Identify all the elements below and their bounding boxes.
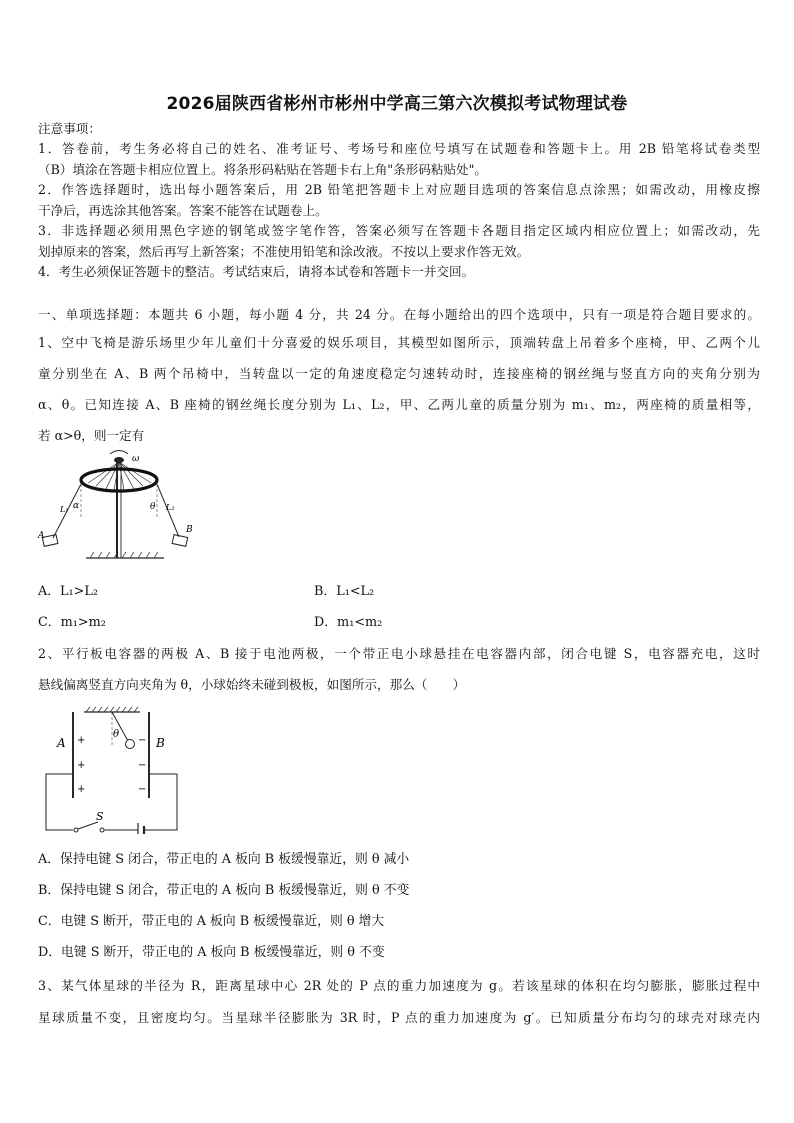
question-1-option-d: D．m₁<m₂ <box>314 615 383 630</box>
question-1-option-c: C．m₁>m₂ <box>38 615 106 630</box>
plus-sign: + <box>77 735 86 746</box>
question-1-option-b: B．L₁<L₂ <box>314 584 375 599</box>
question-1-text: 若 α>θ，则一定有 <box>38 428 145 443</box>
question-2-option-b: B．保持电键 S 闭合，带正电的 A 板向 B 板缓慢靠近，则 θ 不变 <box>38 883 410 898</box>
plus-sign: + <box>77 784 86 795</box>
page-title: 2026届陕西省彬州市彬州中学高三第六次模拟考试物理试卷 <box>166 94 628 114</box>
question-1-option-a: A．L₁>L₂ <box>38 584 99 599</box>
question-3-text: 3、某气体星球的半径为 R，距离星球中心 2R 处的 P 点的重力加速度为 g。若该星球的体积在均匀膨胀，膨胀过程中 <box>38 978 760 993</box>
omega-label: ω <box>132 454 140 464</box>
question-2-option-d: D．电键 S 断开，带正电的 A 板向 B 板缓慢靠近，则 θ 不变 <box>38 945 385 960</box>
capacitor-circuit-figure <box>40 706 190 834</box>
minus-sign: − <box>138 735 147 746</box>
notice-line: 2．作答选择题时，选出每小题答案后，用 2B 铅笔把答题卡上对应题目选项的答案信息点涂黑；如需改动，用橡皮擦 <box>38 182 760 197</box>
question-1-text: 童分别坐在 A、B 两个吊椅中，当转盘以一定的角速度稳定匀速转动时，连接座椅的钢丝绳与竖直方向的夹角分别为 <box>38 366 760 381</box>
question-1-text: 1、空中飞椅是游乐场里少年儿童们十分喜爱的娱乐项目，其模型如图所示，顶端转盘上吊着多个座椅，甲、乙两个儿 <box>38 335 760 350</box>
section-heading: 一、单项选择题：本题共 6 小题，每小题 4 分，共 24 分。在每小题给出的四个选项中，只有一项是符合题目要求的。 <box>38 307 760 322</box>
notice-line: 4．考生必须保证答题卡的整洁。考试结束后，请将本试卷和答题卡一并交回。 <box>38 264 475 279</box>
plate-a-label: A <box>57 736 66 750</box>
notice-line: 3．非选择题必须用黑色字迹的钢笔或签字笔作答，答案必须写在答题卡各题目指定区域内相应位置上；如需改动，先 <box>38 223 760 238</box>
plate-b-label: B <box>156 736 165 750</box>
question-2-text: 2、平行板电容器的两极 A、B 接于电池两极，一个带正电小球悬挂在电容器内部，闭合电键 S，电容器充电，这时 <box>38 646 760 661</box>
notice-line: 干净后，再选涂其他答案。答案不能答在试题卷上。 <box>38 203 328 218</box>
question-2-option-c: C．电键 S 断开，带正电的 A 板向 B 板缓慢靠近，则 θ 增大 <box>38 914 385 929</box>
notice-line: （B）填涂在答题卡相应位置上。将条形码粘贴在答题卡右上角"条形码粘贴处"。 <box>38 162 488 177</box>
notice-heading: 注意事项： <box>38 121 101 136</box>
notice-line: 1．答卷前，考生务必将自己的姓名、准考证号、考场号和座位号填写在试题卷和答题卡上。用 2B 铅笔将试卷类型 <box>38 141 760 156</box>
a-chair-label: A <box>38 531 45 541</box>
plus-sign: + <box>77 760 86 771</box>
minus-sign: − <box>138 760 147 771</box>
question-2-text: 悬线偏离竖直方向夹角为 θ，小球始终未碰到极板，如图所示，那么（ ） <box>38 677 466 692</box>
question-1-text: α、θ。已知连接 A、B 座椅的钢丝绳长度分别为 L₁、L₂，甲、乙两儿童的质量分别为 m₁、m₂，两座椅的质量相等， <box>38 397 760 412</box>
l2-label: L₂ <box>166 503 175 512</box>
theta-angle-label: θ <box>113 729 120 740</box>
flying-chair-figure <box>36 448 206 564</box>
question-3-text: 星球质量不变，且密度均匀。当星球半径膨胀为 3R 时，P 点的重力加速度为 g′。已知质量分布均匀的球壳对球壳内 <box>38 1010 760 1025</box>
notice-line: 划掉原来的答案，然后再写上新答案；不准使用铅笔和涂改液。不按以上要求作答无效。 <box>38 244 530 259</box>
theta-label: θ <box>150 502 156 512</box>
b-chair-label: B <box>186 525 193 535</box>
minus-sign: − <box>138 784 147 795</box>
switch-s-label: S <box>96 810 104 823</box>
question-2-option-a: A．保持电键 S 闭合，带正电的 A 板向 B 板缓慢靠近，则 θ 减小 <box>38 852 410 867</box>
alpha-label: α <box>73 501 80 511</box>
l1-label: L₁ <box>60 505 69 514</box>
